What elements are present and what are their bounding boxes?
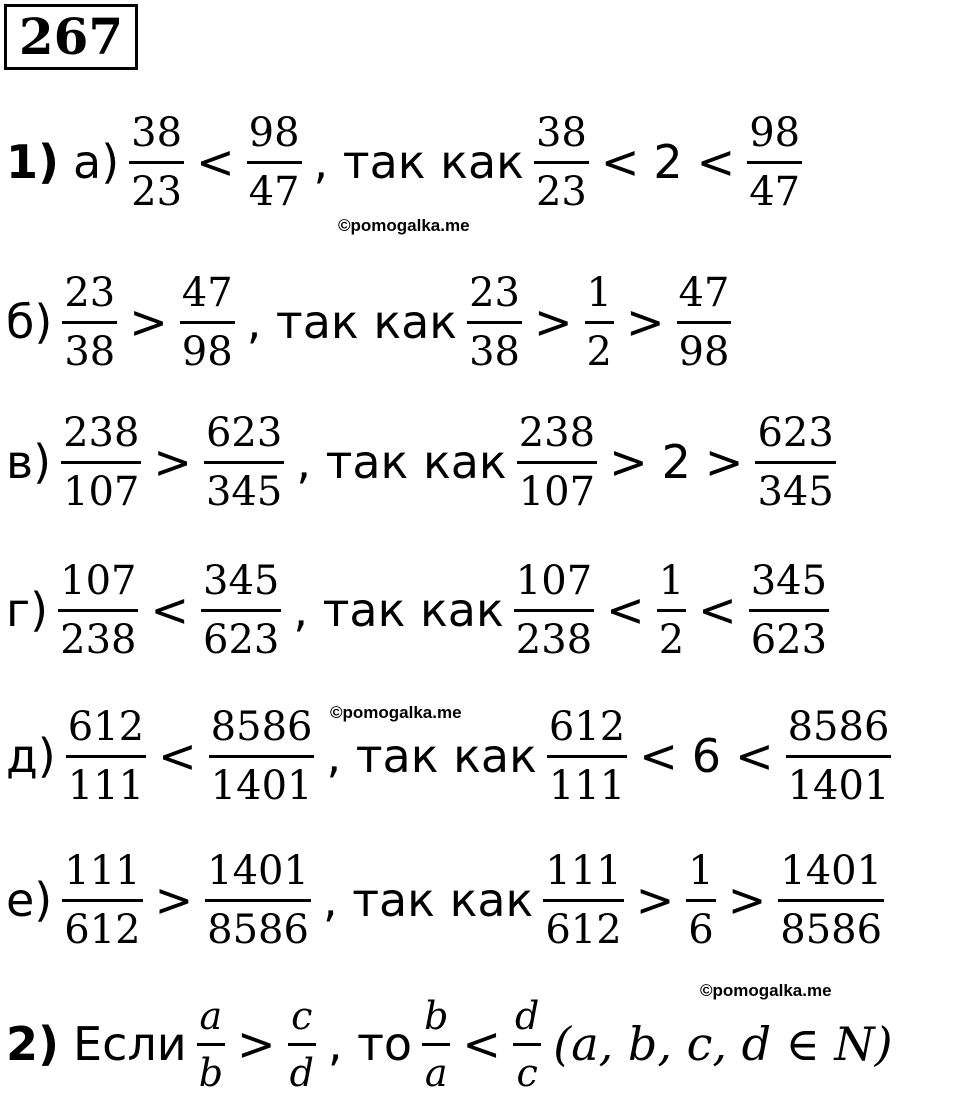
fraction: $\frac{38}{23}$ bbox=[535, 109, 587, 215]
fraction: $\frac{98}{47}$ bbox=[248, 109, 300, 215]
row-letter: г) bbox=[6, 583, 49, 637]
fraction: $\frac{107}{238}$ bbox=[515, 557, 593, 663]
operator: > bbox=[534, 295, 573, 349]
row-c bbox=[6, 409, 838, 515]
fraction: $\frac{345}{623}$ bbox=[750, 557, 828, 663]
fraction: $\frac{623}{345}$ bbox=[757, 409, 834, 515]
fraction: $\frac{8586}{1401}$ bbox=[210, 703, 313, 809]
fraction: $\frac{d}{c}$ bbox=[514, 993, 540, 1095]
operator: > bbox=[237, 1017, 276, 1071]
part2-label: 2) bbox=[6, 1017, 60, 1071]
operator: < bbox=[150, 583, 190, 637]
operator: < bbox=[158, 729, 197, 783]
operator: > bbox=[727, 873, 767, 927]
middle-number: 6 bbox=[691, 729, 722, 783]
operator: > bbox=[609, 435, 648, 489]
fraction: $\frac{38}{23}$ bbox=[131, 109, 183, 215]
operator: > bbox=[154, 873, 194, 927]
problem-number: 267 bbox=[4, 4, 138, 70]
since-text: , так как bbox=[313, 135, 524, 189]
row-a bbox=[6, 109, 804, 215]
row-f bbox=[6, 847, 886, 953]
fraction: $\frac{1401}{8586}$ bbox=[780, 847, 883, 953]
since-text: , так как bbox=[322, 873, 534, 927]
watermark: ©pomogalka.me bbox=[700, 981, 832, 1000]
middle-fraction: $\frac{1}{2}$ bbox=[658, 557, 685, 663]
operator: > bbox=[626, 295, 665, 349]
since-text: , так как bbox=[326, 729, 537, 783]
operator: > bbox=[704, 435, 744, 489]
middle-fraction: $\frac{1}{2}$ bbox=[586, 269, 612, 375]
fraction: $\frac{47}{98}$ bbox=[678, 269, 730, 375]
fraction: $\frac{23}{38}$ bbox=[469, 269, 520, 375]
operator: < bbox=[639, 729, 678, 783]
fraction: $\frac{23}{38}$ bbox=[64, 269, 116, 375]
operator: < bbox=[735, 729, 774, 783]
part2-row bbox=[6, 994, 893, 1094]
fraction: $\frac{623}{345}$ bbox=[205, 409, 283, 515]
operator: > bbox=[153, 435, 192, 489]
middle-number: 2 bbox=[661, 435, 691, 489]
operator: > bbox=[129, 295, 168, 349]
fraction: $\frac{c}{d}$ bbox=[289, 993, 314, 1095]
watermark: ©pomogalka.me bbox=[330, 703, 462, 722]
operator: < bbox=[462, 1017, 501, 1071]
since-text: , так как bbox=[246, 295, 458, 349]
operator: < bbox=[196, 135, 235, 189]
middle-fraction: $\frac{1}{6}$ bbox=[688, 847, 714, 953]
fraction: $\frac{612}{111}$ bbox=[67, 703, 145, 809]
fraction: $\frac{47}{98}$ bbox=[181, 269, 233, 375]
since-text: , так как bbox=[293, 583, 504, 637]
row-d bbox=[6, 557, 831, 663]
operator: > bbox=[635, 873, 675, 927]
row-letter: а) bbox=[73, 135, 120, 189]
fraction: $\frac{238}{107}$ bbox=[518, 409, 596, 515]
fraction: $\frac{111}{612}$ bbox=[64, 847, 141, 953]
row-letter: б) bbox=[6, 295, 53, 349]
fraction: $\frac{98}{47}$ bbox=[749, 109, 801, 215]
row-b bbox=[6, 269, 733, 375]
fraction: $\frac{612}{111}$ bbox=[548, 703, 626, 809]
fraction: $\frac{8586}{1401}$ bbox=[787, 703, 890, 809]
if-text: Если bbox=[73, 1017, 187, 1071]
row-letter: д) bbox=[6, 729, 56, 783]
fraction: $\frac{107}{238}$ bbox=[60, 557, 137, 663]
fraction: $\frac{a}{b}$ bbox=[198, 993, 224, 1095]
middle-number: 2 bbox=[653, 135, 683, 189]
row-letter: е) bbox=[6, 873, 53, 927]
fraction: $\frac{238}{107}$ bbox=[63, 409, 140, 515]
operator: < bbox=[600, 135, 640, 189]
variables-condition: (a, b, c, d ∈ N) bbox=[553, 1017, 893, 1071]
operator: < bbox=[696, 135, 736, 189]
fraction: $\frac{345}{623}$ bbox=[203, 557, 280, 663]
part1-label: 1) bbox=[6, 135, 60, 189]
operator: < bbox=[606, 583, 645, 637]
since-text: , так как bbox=[296, 435, 507, 489]
fraction: $\frac{111}{612}$ bbox=[545, 847, 622, 953]
watermark: ©pomogalka.me bbox=[338, 216, 470, 235]
fraction: $\frac{1401}{8586}$ bbox=[207, 847, 309, 953]
row-letter: в) bbox=[6, 435, 52, 489]
fraction: $\frac{b}{a}$ bbox=[424, 993, 449, 1095]
then-text: , то bbox=[327, 1017, 413, 1071]
operator: < bbox=[698, 583, 737, 637]
